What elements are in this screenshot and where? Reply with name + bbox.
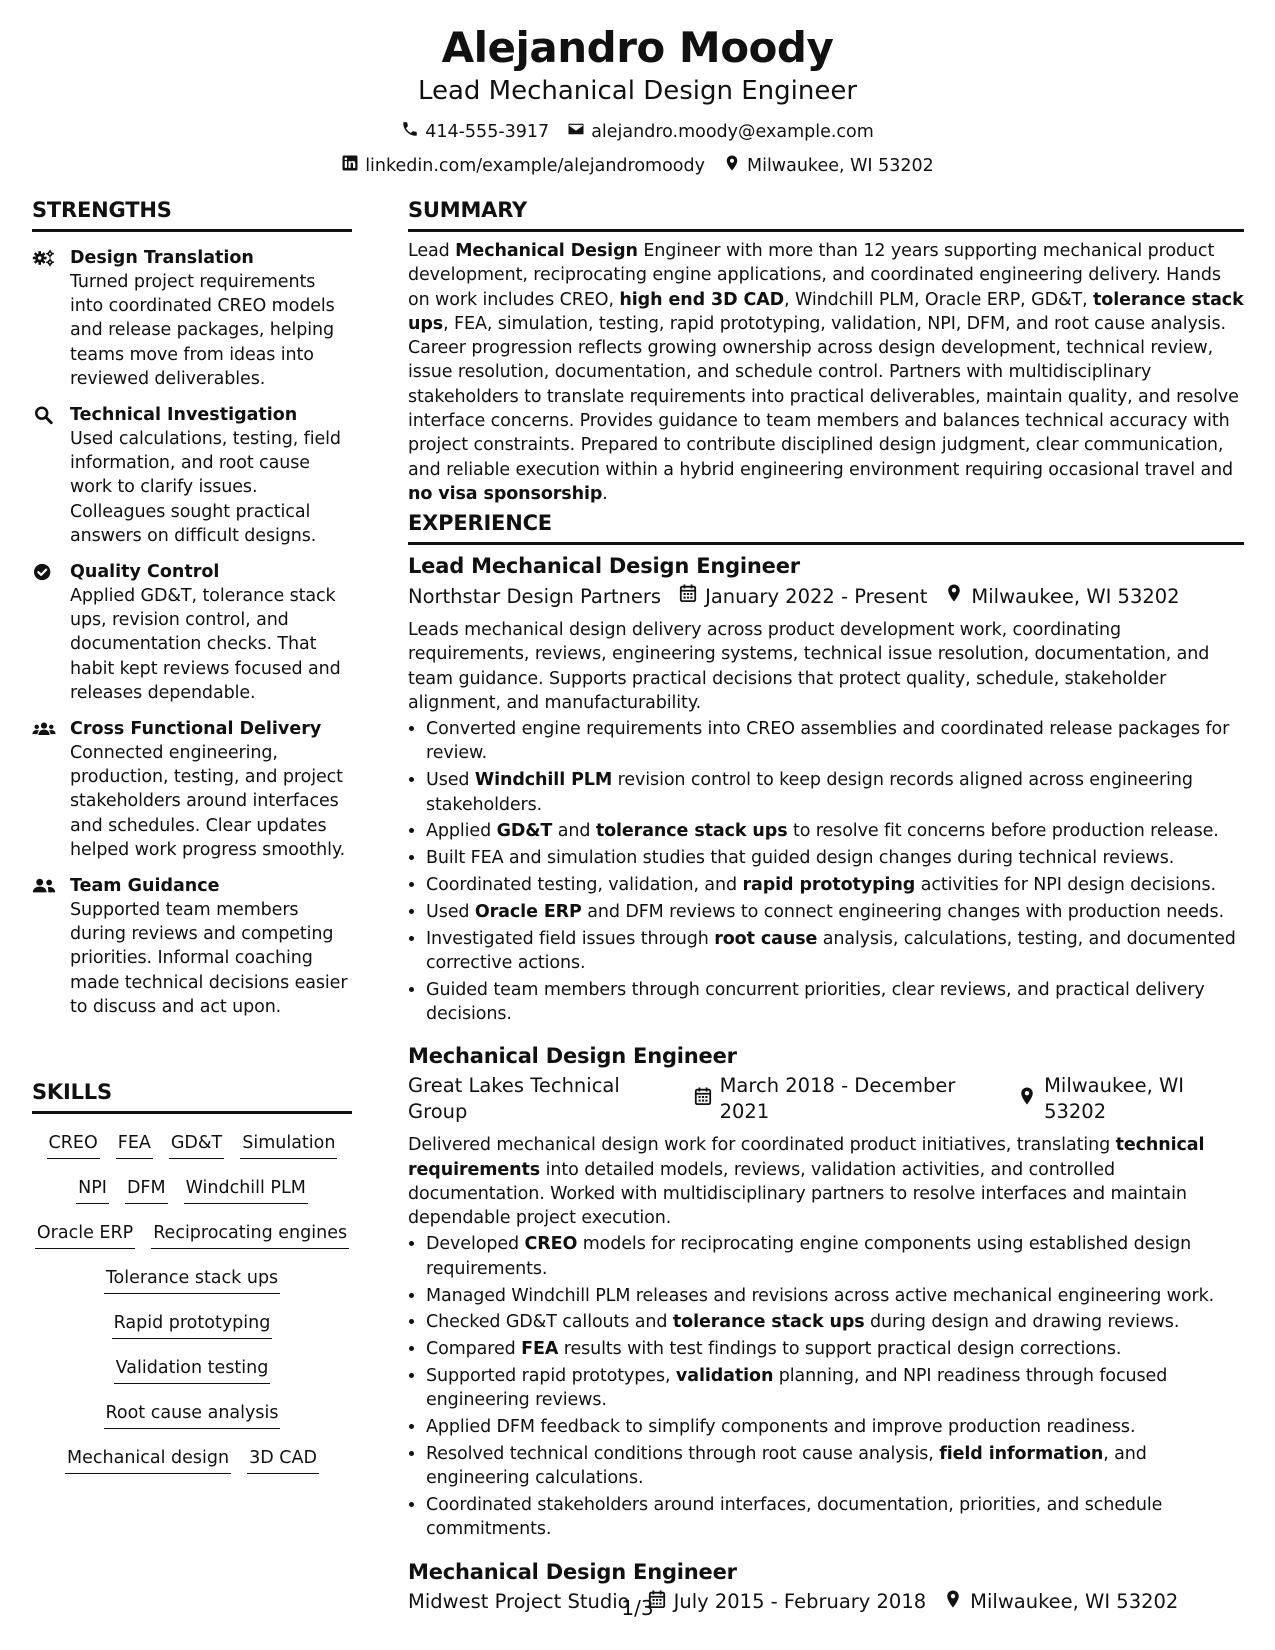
job-summary: Delivered mechanical design work for coordinated product initiatives, translating technical requirements into detailed models, reviews, validation activities, and controlled documentation. Worked with multidisciplinary partners to resolve interfaces and maintain dependable project execution. <box>408 1135 1205 1229</box>
skill-tag: Reciprocating engines <box>151 1221 349 1249</box>
job-location-text: Milwaukee, WI 53202 <box>971 584 1180 608</box>
job-bullet: • Converted engine requirements into CREO assemblies and coordinated release packages for review. <box>426 717 1244 766</box>
job-dates-text: July 2015 - February 2018 <box>673 1590 927 1613</box>
job-bullet: • Investigated field issues through root cause analysis, calculations, testing, and documented corrective actions. <box>426 927 1244 976</box>
job-meta <box>408 1073 1244 1125</box>
bold-keyword: technical requirements <box>408 1135 1205 1180</box>
job-bullets <box>408 1232 1244 1541</box>
job-meta <box>408 583 1244 610</box>
job-bullet: • Managed Windchill PLM releases and revisions across active mechanical engineering work. <box>426 1284 1244 1308</box>
job-bullets <box>408 717 1244 1026</box>
strength-title: Technical Investigation <box>70 405 298 426</box>
users-group-icon <box>32 719 56 739</box>
job-dates <box>679 583 927 610</box>
job-bullet: • Used Oracle ERP and DFM reviews to connect engineering changes with production needs. <box>426 900 1244 924</box>
job-bullet: • Developed CREO models for reciprocating engine components using established design requirements. <box>426 1232 1244 1281</box>
phone-icon <box>401 120 419 144</box>
bold-keyword: Windchill PLM <box>474 770 613 791</box>
skill-row <box>32 1392 352 1437</box>
job-bullet: • Supported rapid prototypes, validation planning, and NPI readiness through focused engineering reviews. <box>426 1364 1244 1413</box>
strength-desc: Applied GD&T, tolerance stack ups, revision control, and documentation checks. That habit kept reviews focused and releases dependable. <box>70 586 341 703</box>
job-role: Lead Mechanical Design Engineer <box>408 554 800 578</box>
bold-keyword: tolerance stack ups <box>595 821 788 842</box>
skills-list <box>32 1114 352 1482</box>
skill-tag: Tolerance stack ups <box>104 1266 280 1294</box>
resume-header <box>0 22 1275 178</box>
bold-keyword: Mechanical Design <box>455 241 638 261</box>
skill-row <box>32 1122 352 1167</box>
gears-icon <box>32 248 56 268</box>
strengths-section <box>32 197 352 1019</box>
skill-row <box>32 1257 352 1302</box>
summary-text: Lead Mechanical Design Engineer with more than 12 years supporting mechanical product development, reciprocating engine applications, and coordinated engineering delivery. Hands on work includes CREO, high end 3D CAD, Windchill PLM, Oracle ERP, GD&T, tolerance stack ups, FEA, simulation, testing, rapid prototyping, validation, NPI, DFM, and root cause analysis. Career progression reflects growing ownership across design development, technical review, issue resolution, documentation, and schedule control. Partners with multidisciplinary stakeholders to translate requirements into practical deliverables, maintain quality, and resolve interface concerns. Provides guidance to team members and balances technical accuracy with project constraints. Prepared to contribute disciplined design judgment, clear communication, and reliable execution within a hybrid engineering environment requiring occasional travel and no visa sponsorship. <box>408 241 1244 504</box>
job-company: Great Lakes Technical Group <box>408 1074 620 1124</box>
contact-phone <box>401 120 549 144</box>
user-pair-icon <box>32 876 56 896</box>
strength-desc: Used calculations, testing, field information, and root cause work to clarify issues. Colleagues sought practical answers on difficult designs. <box>70 429 341 546</box>
strength-desc: Turned project requirements into coordinated CREO models and release packages, helping teams move from ideas into reviewed deliverables. <box>70 272 335 389</box>
map-pin-icon <box>945 583 963 610</box>
bold-keyword: field information <box>939 1443 1104 1464</box>
job-dates-text: March 2018 - December 2021 <box>719 1074 956 1124</box>
job-bullet: • Applied DFM feedback to simplify components and improve production readiness. <box>426 1415 1244 1439</box>
strength-title: Design Translation <box>70 248 254 268</box>
job-bullet: • Compared FEA results with test findings to support practical design corrections. <box>426 1337 1244 1361</box>
job-bullet: • Coordinated stakeholders around interfaces, documentation, priorities, and schedule commitments. <box>426 1493 1244 1542</box>
bold-keyword: high end 3D CAD <box>619 289 785 310</box>
linkedin-text: linkedin.com/example/alejandromoody <box>365 156 705 176</box>
job-dates <box>694 1073 1000 1125</box>
strength-item <box>32 403 352 548</box>
bold-keyword: root cause <box>714 928 818 949</box>
job-company: Midwest Project Studio <box>408 1590 630 1613</box>
job-summary: Leads mechanical design delivery across product development work, coordinating requirements, reviews, engineering systems, technical issue resolution, documentation, and team guidance. Supports practical decisions that protect quality, schedule, stakeholder alignment, and manufacturability. <box>408 620 1210 713</box>
bold-keyword: CREO <box>524 1234 578 1255</box>
envelope-icon <box>567 120 585 144</box>
job-entry <box>408 1042 1244 1541</box>
check-circle-icon <box>32 562 56 582</box>
search-icon <box>32 405 56 425</box>
bold-keyword: rapid prototyping <box>742 874 916 895</box>
skill-tag: DFM <box>125 1176 168 1204</box>
job-dates-text: January 2022 - Present <box>705 584 928 608</box>
skills-section <box>32 1079 352 1482</box>
skill-tag: Root cause analysis <box>104 1401 281 1429</box>
summary-section <box>408 197 1244 506</box>
skill-tag: Validation testing <box>114 1356 271 1384</box>
bold-keyword: FEA <box>521 1339 559 1360</box>
job-bullet: • Guided team members through concurrent priorities, clear reviews, and practical delivery decisions. <box>426 978 1244 1027</box>
skill-row <box>32 1302 352 1347</box>
strength-item <box>32 717 352 862</box>
map-pin-icon <box>1018 1086 1036 1113</box>
strength-desc: Connected engineering, production, testing, and project stakeholders around interfaces and schedules. Clear updates helped work progress smoothly. <box>70 743 346 860</box>
job-company: Northstar Design Partners <box>408 584 662 608</box>
skill-tag: CREO <box>47 1131 100 1159</box>
contact-row-1 <box>0 120 1275 144</box>
candidate-title: Lead Mechanical Design Engineer <box>417 76 858 106</box>
bold-keyword: GD&T <box>496 821 553 842</box>
strength-item <box>32 874 352 1019</box>
job-entry <box>408 552 1244 1026</box>
email-text: alejandro.moody@example.com <box>591 122 874 142</box>
jobs-list <box>408 552 1244 1616</box>
skill-tag: Oracle ERP <box>35 1221 135 1249</box>
calendar-icon <box>679 583 697 610</box>
job-bullet: • Coordinated testing, validation, and rapid prototyping activities for NPI design decisions. <box>426 873 1244 897</box>
job-bullet: • Applied GD&T and tolerance stack ups to resolve fit concerns before production release. <box>426 819 1244 843</box>
contact-row-2 <box>0 154 1275 178</box>
skill-row <box>32 1437 352 1482</box>
skills-heading: SKILLS <box>32 1079 352 1114</box>
map-pin-icon <box>723 154 741 178</box>
bold-keyword: tolerance stack ups <box>672 1312 865 1333</box>
experience-heading: EXPERIENCE <box>408 510 1244 545</box>
skill-tag: Simulation <box>240 1131 337 1159</box>
strength-title: Quality Control <box>70 562 220 583</box>
skill-tag: GD&T <box>169 1131 224 1159</box>
location-text: Milwaukee, WI 53202 <box>746 156 934 176</box>
bold-keyword: validation <box>675 1365 774 1386</box>
job-bullet: • Checked GD&T callouts and tolerance stack ups during design and drawing reviews. <box>426 1310 1244 1334</box>
page-number: 1/3 <box>621 1596 654 1620</box>
job-location <box>945 583 1179 610</box>
strengths-heading: STRENGTHS <box>32 197 352 232</box>
skill-tag: FEA <box>116 1131 153 1159</box>
job-bullet: • Built FEA and simulation studies that guided design changes during technical reviews. <box>426 846 1244 870</box>
linkedin-icon <box>341 154 359 178</box>
job-location-text: Milwaukee, WI 53202 <box>970 1590 1179 1613</box>
contact-location <box>723 154 934 178</box>
contact-email[interactable] <box>567 120 874 144</box>
experience-section <box>408 510 1244 1616</box>
summary-heading: SUMMARY <box>408 197 1244 232</box>
skill-tag: 3D CAD <box>247 1446 319 1474</box>
skill-tag: NPI <box>76 1176 109 1204</box>
job-bullet: • Resolved technical conditions through root cause analysis, field information, and engineering calculations. <box>426 1442 1244 1491</box>
job-bullet: • Used Windchill PLM revision control to keep design records aligned across engineering stakeholders. <box>426 768 1244 817</box>
skill-tag: Mechanical design <box>65 1446 231 1474</box>
skill-row <box>32 1347 352 1392</box>
strength-desc: Supported team members during reviews and competing priorities. Informal coaching made technical decisions easier to discuss and act upon. <box>70 900 348 1017</box>
skill-row <box>32 1167 352 1212</box>
skill-tag: Rapid prototyping <box>112 1311 273 1339</box>
phone-text: 414-555-3917 <box>425 122 550 142</box>
contact-linkedin[interactable] <box>341 154 705 178</box>
job-location-text: Milwaukee, WI 53202 <box>1044 1074 1185 1124</box>
job-role: Mechanical Design Engineer <box>408 1044 737 1069</box>
job-role: Mechanical Design Engineer <box>408 1559 737 1584</box>
strength-item <box>32 246 352 391</box>
candidate-name: Alejandro Moody <box>441 23 834 72</box>
skill-row <box>32 1212 352 1257</box>
strength-item <box>32 560 352 705</box>
bold-keyword: Oracle ERP <box>474 901 582 922</box>
strength-title: Cross Functional Delivery <box>70 719 322 740</box>
skill-tag: Windchill PLM <box>184 1176 308 1204</box>
bold-keyword: no visa sponsorship <box>408 483 603 504</box>
job-location <box>1018 1073 1244 1125</box>
calendar-icon <box>694 1086 712 1113</box>
strength-title: Team Guidance <box>70 876 220 897</box>
bold-keyword: tolerance stack ups <box>408 289 1244 334</box>
